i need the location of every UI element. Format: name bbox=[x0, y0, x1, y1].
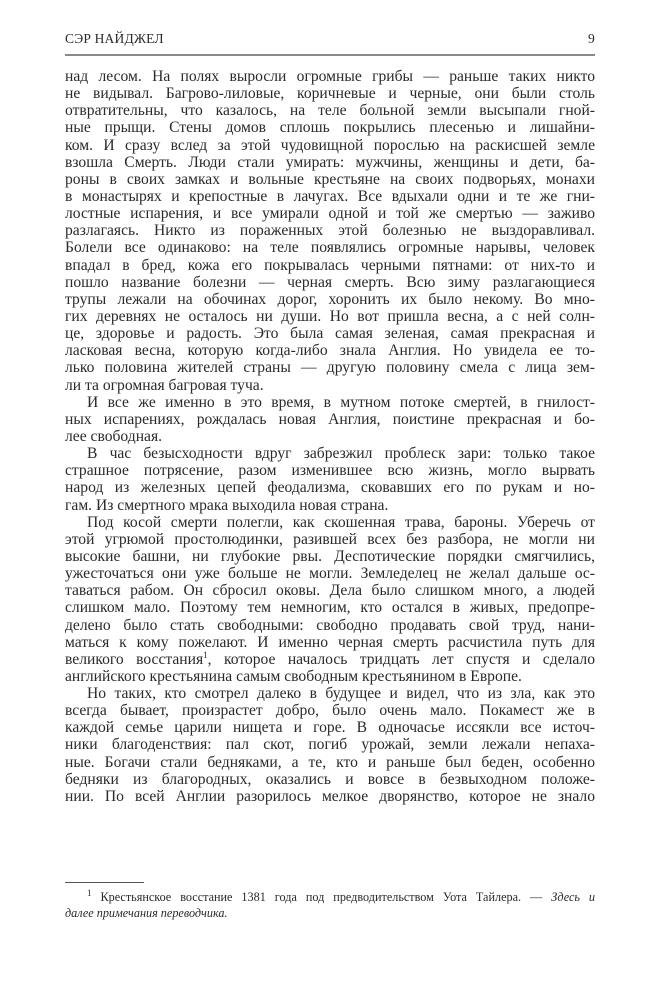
text-line: ники благоденствия: пал скот, погиб урожай, земли лежали непаха- bbox=[65, 736, 595, 754]
footnote-line bbox=[65, 905, 595, 921]
text-line: этой угрюмой простолюдинки, разившей всех без разбора, не могли ни bbox=[65, 530, 595, 548]
text-line: ных испарениях, рождалась новая Англия, поистине прекрасная и бо- bbox=[65, 410, 595, 428]
text-line: пошло название болезни — черная смерть. Всю зиму разлагающиеся bbox=[65, 273, 595, 291]
footnote-italic: далее примечания переводчика. bbox=[65, 906, 228, 920]
text-line: И все же именно в это время, в мутном потоке смертей, в гнилост- bbox=[87, 393, 595, 411]
header-rule bbox=[65, 54, 595, 56]
footnote-rule bbox=[65, 882, 144, 883]
text-line: народ из железных цепей феодализма, сковавших его по рукам и но- bbox=[65, 479, 595, 497]
text-line: лько половина жителей страны — другую половину смела с лица зем- bbox=[65, 359, 595, 377]
running-title: СЭР НАЙДЖЕЛ bbox=[65, 31, 164, 46]
text-line: великого восстания$^1$, которое началось тридцать лет спустя и сделало bbox=[65, 649, 595, 668]
text-line: нии. По всей Англии разорилось мелкое дворянство, которое не знало bbox=[65, 787, 595, 805]
text-line: ласковая весна, которую когда-либо знала Англия. Но увидела ее то- bbox=[65, 342, 595, 360]
text-line: трупы лежали на обочинах дорог, хоронить их было некому. Во мно- bbox=[65, 290, 595, 308]
text-line: лостные испарения, и все умирали одной и той же смертью — заживо bbox=[65, 205, 595, 223]
text-line: роны в своих замках и вольные крестьяне на своих подворьях, монахи bbox=[65, 170, 595, 188]
text-line: ные. Богачи стали бедняками, а те, кто и раньше был беден, особенно bbox=[65, 753, 595, 771]
footnote bbox=[65, 889, 595, 921]
text-line: це, здоровье и радость. Это была самая зеленая, самая прекрасная и bbox=[65, 325, 595, 343]
text-line: страшное потрясение, разом изменившее всю жизнь, могло вырвать bbox=[65, 462, 595, 480]
text-line: В час безысходности вдруг забрезжил проблеск зари: только такое bbox=[87, 445, 595, 463]
body-text bbox=[65, 68, 595, 805]
footnote-text: Крестьянское восстание 1381 года под предводительством Уота Тайлера. — bbox=[100, 890, 543, 904]
text-line: Но таких, кто смотрел далеко в будущее и видел, что из зла, как это bbox=[87, 685, 595, 703]
text-line: каждой семье царили нищета и горе. В одночасье иссякли все источ- bbox=[65, 719, 595, 737]
text-line: гам. Из смертного мрака выходила новая страна. bbox=[65, 496, 389, 514]
text-line: разлагаясь. Никто из пораженных этой болезнью не выздоравливал. bbox=[65, 222, 595, 240]
running-header bbox=[65, 29, 595, 49]
text-line: ужесточаться они уже больше не могли. Земледелец не желал дальше ос- bbox=[65, 565, 595, 583]
text-line: бедняки из благородных, оказались и вовсе в безвыходном положе- bbox=[65, 770, 595, 788]
text-line: таваться рабом. Он сбросил оковы. Дела было слишком много, а людей bbox=[65, 582, 595, 600]
text-line: делено было стать свободными: свободно продавать свой труд, нани- bbox=[65, 616, 595, 634]
text-line: ком. И сразу вслед за этой чудовищной порослью на раскисшей земле bbox=[65, 136, 595, 154]
text-line: не видывал. Багрово-лиловые, коричневые и черные, они были столь bbox=[65, 85, 595, 103]
text-line: отвратительны, что казалось, на теле больной земли высыпали гной- bbox=[65, 102, 595, 120]
footnote-marker: 1 bbox=[87, 887, 92, 898]
page-number: 9 bbox=[588, 31, 595, 46]
text-line: в монастырях и крепостные в лачугах. Все вдыхали одни и те же гни- bbox=[65, 187, 595, 205]
footnote-line bbox=[65, 889, 595, 905]
text-line: высокие башни, ни глубокие рвы. Деспотические порядки смягчились, bbox=[65, 547, 595, 565]
text-line: Болели все одинаково: на теле появлялись огромные нарывы, человек bbox=[65, 239, 595, 257]
footnote-italic: Здесь и bbox=[551, 890, 596, 904]
text-line: маться к кому пожелают. И именно черная смерть расчистила путь для bbox=[65, 633, 595, 651]
text-line: ли та огромная багровая туча. bbox=[65, 376, 264, 394]
text-line: взошла Смерть. Люди стали умирать: мужчины, женщины и дети, ба- bbox=[65, 153, 595, 171]
text-line: лее свободная. bbox=[65, 427, 163, 445]
text-line: всегда бывает, произрастет добро, было очень мало. Покамест же в bbox=[65, 702, 595, 720]
text-line: английского крестьянина самым свободным крестьянином в Европе. bbox=[65, 667, 522, 685]
text-line: впадал в бред, кожа его покрывалась черными пятнами: от них-то и bbox=[65, 256, 595, 274]
text-line: ные прыщи. Стены домов сплошь покрылись плесенью и лишайни- bbox=[65, 119, 595, 137]
text-line: слишком мало. Поэтому тем немногим, кто остался в живых, предопре- bbox=[65, 599, 595, 617]
footnote-reference: 1 bbox=[203, 649, 208, 660]
text-line: Под косой смерти полегли, как скошенная трава, бароны. Уберечь от bbox=[87, 513, 595, 531]
text-line: над лесом. На полях выросли огромные грибы — раньше таких никто bbox=[65, 68, 595, 85]
text-line: гих деревнях не осталось ни души. Но вот пришла весна, а с ней солн- bbox=[65, 307, 595, 325]
